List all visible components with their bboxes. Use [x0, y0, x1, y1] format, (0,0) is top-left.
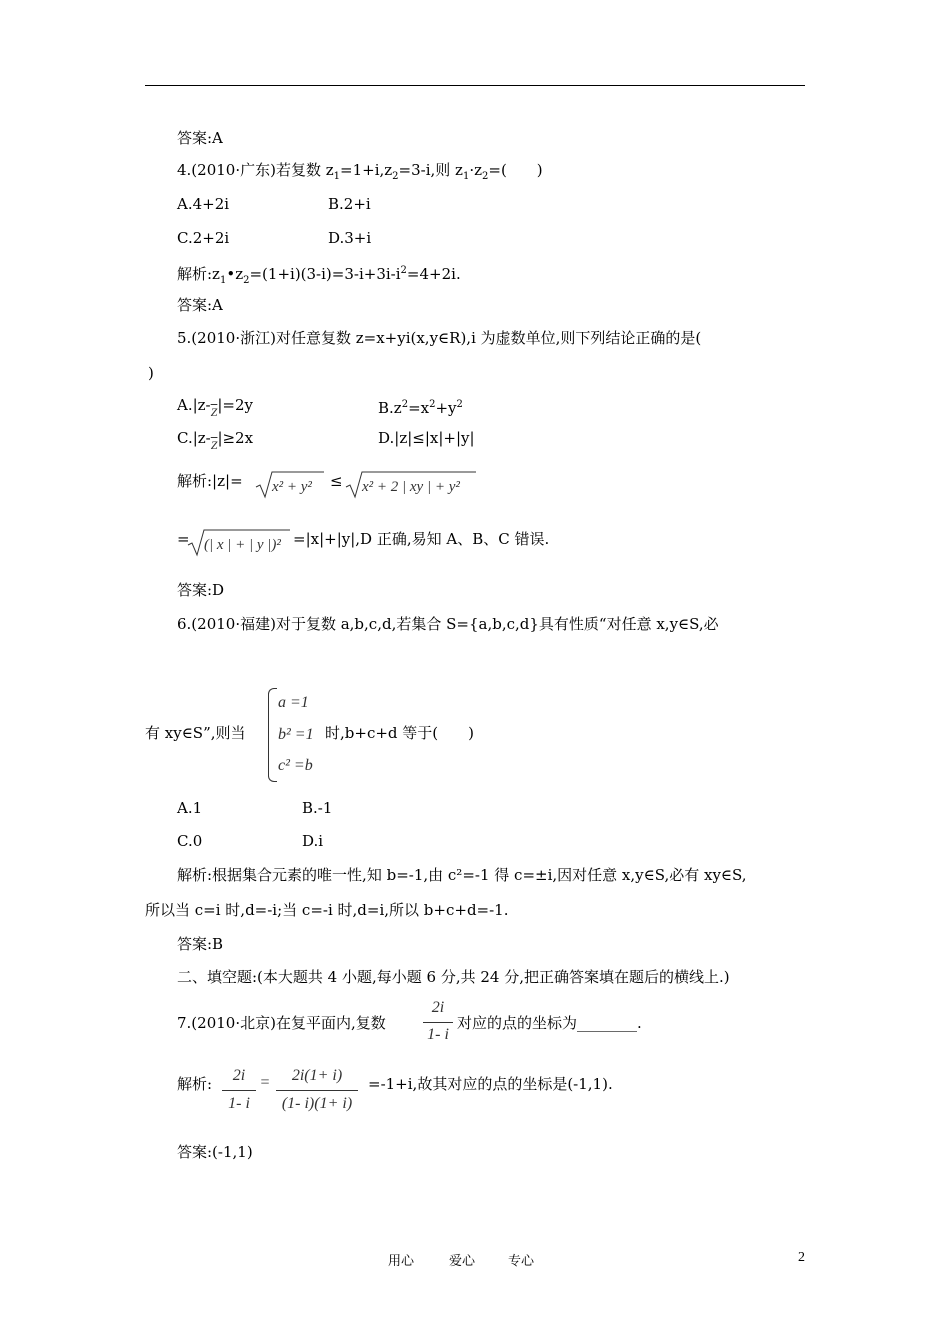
section-heading: 二、填空题:(本大题共 4 小题,每小题 6 分,共 24 分,把正确答案填在题后的横线上.): [177, 968, 730, 986]
page-number: 2: [798, 1250, 805, 1265]
z-conjugate: $\overline{Z}$: [210, 438, 218, 452]
q6-option-a: A.1: [177, 799, 203, 817]
sqrt-expr-1: x² + y²: [272, 479, 312, 495]
q5-option-b: $B.z^2=x^2+y^2$: [378, 399, 463, 417]
q7-a-den: 1- i: [228, 1095, 250, 1112]
z-conjugate: $\overline{Z}$: [210, 405, 218, 419]
q5-option-d: D.|z|≤|x|+|y|: [378, 429, 475, 447]
q7-analysis-label: 解析:: [177, 1075, 213, 1093]
q5-eq-sign: =: [177, 530, 190, 548]
q6-option-c: C.0: [177, 832, 203, 850]
q7-stem-prefix: 7.(2010·北京)在复平面内,复数: [177, 1014, 386, 1032]
q7-a-bar: [222, 1090, 256, 1091]
q6-answer: 答案:B: [177, 935, 224, 953]
footer-word-1: 用心: [388, 1254, 415, 1269]
le-sign: ≤: [330, 472, 343, 490]
q6-analysis-line1: 解析:根据集合元素的唯一性,知 b=-1,由 c²=-1 得 c=±i,因对任意 x,y∈S,必有 xy∈S,: [177, 866, 747, 884]
q5-option-a: $A.|z-\overline{Z}|=2y$: [177, 396, 253, 419]
system-eq-2: b² =1: [278, 726, 314, 743]
q7-eq-sign: =: [260, 1074, 270, 1091]
q5-stem-close: ): [148, 364, 154, 382]
q4-option-a: A.4+2i: [177, 195, 230, 213]
system-eq-3: c² =b: [278, 757, 313, 774]
q7-frac-den: 1- i: [427, 1026, 449, 1043]
q7-a-num: 2i: [232, 1067, 246, 1084]
sqrt-expr-2: x² + 2 | xy | + y²: [362, 479, 460, 495]
q5-stem: 5.(2010·浙江)对任意复数 z=x+yi(x,y∈R),i 为虚数单位,则下列结论正确的是(: [177, 329, 702, 347]
footer-word-3: 专心: [508, 1254, 535, 1269]
system-eq-1: a =1: [278, 694, 309, 711]
q4-option-d: D.3+i: [328, 229, 372, 247]
q7-stem-suffix: 对应的点的坐标为________.: [457, 1014, 642, 1032]
q4-analysis: 解析$:z_1•z_2=(1+i)(3-i)=3-i+3i-i^2=4+2i$.: [177, 265, 461, 286]
q5-answer: 答案:D: [177, 581, 225, 599]
system-brace: [268, 688, 277, 782]
q7-frac-num: 2i: [431, 999, 445, 1016]
q6-option-d: D.i: [302, 832, 324, 850]
q6-stem-suffix: 时,b+c+d 等于( ): [325, 724, 474, 742]
q6-stem-line2: 有 xy∈S”,则当: [145, 724, 246, 742]
q4-option-b: B.2+i: [328, 195, 371, 213]
sqrt-expr-3: (| x | + | y |)²: [204, 537, 281, 553]
q4-answer: 答案:A: [177, 296, 223, 314]
header-rule: [145, 85, 805, 86]
q3-answer: 答案:A: [177, 129, 223, 147]
q4-option-c: C.2+2i: [177, 229, 230, 247]
q7-answer: 答案:(-1,1): [177, 1143, 253, 1161]
q6-stem: 6.(2010·福建)对于复数 a,b,c,d,若集合 S={a,b,c,d}具有性质“对任意 x,y∈S,必: [177, 615, 719, 633]
q5-analysis-label: 解析:|z|=: [177, 472, 243, 490]
q5-analysis-rest: =|x|+|y|,D 正确,易知 A、B、C 错误.: [293, 530, 550, 548]
q4-stem: 4.(2010·广东)若复数 $z_1=1+i,z_2=3-i$,则 $z_1\cdot z_2=$( ): [177, 161, 543, 182]
q7-b-den: (1- i)(1+ i): [281, 1095, 353, 1112]
footer-word-2: 爱心: [449, 1254, 476, 1269]
q5-option-c: $C.|z-\overline{Z}|\ge 2x$: [177, 429, 254, 452]
q6-analysis-line2: 所以当 c=i 时,d=-i;当 c=-i 时,d=i,所以 b+c+d=-1.: [145, 901, 509, 919]
q7-analysis-rest: =-1+i,故其对应的点的坐标是(-1,1).: [368, 1075, 613, 1093]
q6-option-b: B.-1: [302, 799, 333, 817]
q7-b-bar: [276, 1090, 358, 1091]
q7-frac-bar: [423, 1022, 453, 1023]
q7-b-num: 2i(1+ i): [291, 1067, 343, 1084]
